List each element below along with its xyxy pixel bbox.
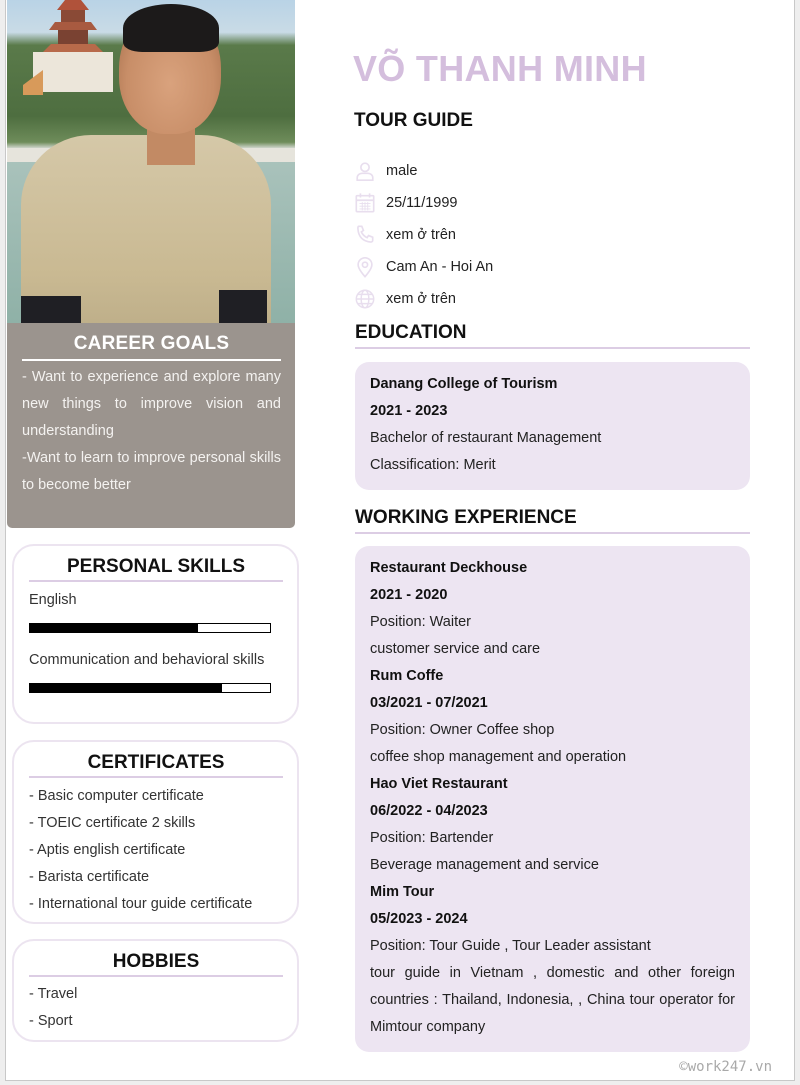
certificate-item: - International tour guide certificate (29, 896, 253, 912)
job-period: 05/2023 - 2024 (370, 911, 468, 927)
job-description: customer service and care (370, 641, 541, 657)
certificate-item: - TOEIC certificate 2 skills (29, 815, 196, 831)
profile-photo (7, 0, 295, 323)
education-period: 2021 - 2023 (370, 403, 448, 419)
contact-info-list (354, 155, 493, 315)
cv-page (5, 0, 795, 1081)
skill-level-bar (29, 683, 271, 693)
location-pin-icon (354, 256, 376, 278)
personal-skills-title: PERSONAL SKILLS (29, 556, 283, 582)
globe-icon (354, 288, 376, 310)
hobby-item: - Sport (29, 1013, 73, 1029)
contact-gender (354, 155, 493, 187)
contact-birthdate (354, 187, 493, 219)
hobby-item: - Travel (29, 986, 78, 1002)
career-goals-section (7, 323, 295, 528)
calendar-icon (354, 192, 376, 214)
contact-website (354, 283, 493, 315)
job-company: Mim Tour (370, 884, 435, 900)
work-experience-title: WORKING EXPERIENCE (355, 507, 750, 534)
job-position: Position: Owner Coffee shop (370, 722, 555, 738)
personal-skills-card (12, 544, 299, 724)
watermark: ©work247.vn (679, 1059, 772, 1075)
birthdate-value: 25/11/1999 (386, 195, 458, 211)
job-description: Beverage management and service (370, 857, 599, 873)
certificates-card (12, 740, 299, 924)
certificate-item: - Barista certificate (29, 869, 150, 885)
certificate-item: - Basic computer certificate (29, 788, 204, 804)
phone-icon (354, 224, 376, 246)
certificate-item: - Aptis english certificate (29, 842, 186, 858)
hobbies-card (12, 939, 299, 1042)
job-period: 06/2022 - 04/2023 (370, 803, 488, 819)
career-goal-paragraph: -Want to learn to improve personal skills to become better (22, 450, 281, 493)
job-description: tour guide in Vietnam , domestic and other foreign countries : Thailand, Indonesia, , China tour operator for Mimtour company (370, 965, 735, 1035)
contact-address (354, 251, 493, 283)
job-period: 2021 - 2020 (370, 587, 448, 603)
career-goals-title: CAREER GOALS (22, 333, 281, 361)
phone-value: xem ở trên (386, 227, 456, 243)
career-goal-paragraph: - Want to experience and explore many new things to improve vision and understanding (22, 369, 281, 439)
candidate-name: VÕ THANH MINH (353, 48, 647, 89)
person-hair (123, 4, 219, 52)
person-sleeve-left (21, 296, 81, 323)
temple-background-image (23, 0, 123, 95)
address-value: Cam An - Hoi An (386, 259, 494, 275)
education-degree: Bachelor of restaurant Management (370, 430, 602, 446)
skill-label: Communication and behavioral skills (29, 652, 265, 668)
hobbies-list (29, 981, 283, 1035)
job-period: 03/2021 - 07/2021 (370, 695, 488, 711)
gender-value: male (386, 163, 418, 179)
education-school: Danang College of Tourism (370, 376, 558, 392)
job-company: Restaurant Deckhouse (370, 560, 528, 576)
job-description: coffee shop management and operation (370, 749, 627, 765)
job-position: Position: Tour Guide , Tour Leader assistant (370, 938, 651, 954)
job-position: Position: Waiter (370, 614, 471, 630)
contact-phone (354, 219, 493, 251)
job-title: TOUR GUIDE (354, 110, 473, 131)
education-box (355, 362, 750, 490)
job-company: Hao Viet Restaurant (370, 776, 508, 792)
person-icon (354, 160, 376, 182)
education-classification: Classification: Merit (370, 457, 496, 473)
education-title: EDUCATION (355, 322, 750, 349)
work-experience-box (355, 546, 750, 1052)
hobbies-title: HOBBIES (29, 951, 283, 977)
person-sleeve-right (219, 290, 267, 323)
certificates-list (29, 783, 283, 918)
skill-level-fill (30, 624, 198, 632)
skill-label: English (29, 592, 77, 608)
skill-level-fill (30, 684, 222, 692)
skill-level-bar (29, 623, 271, 633)
certificates-title: CERTIFICATES (29, 752, 283, 778)
job-position: Position: Bartender (370, 830, 494, 846)
job-company: Rum Coffe (370, 668, 444, 684)
website-value: xem ở trên (386, 291, 456, 307)
